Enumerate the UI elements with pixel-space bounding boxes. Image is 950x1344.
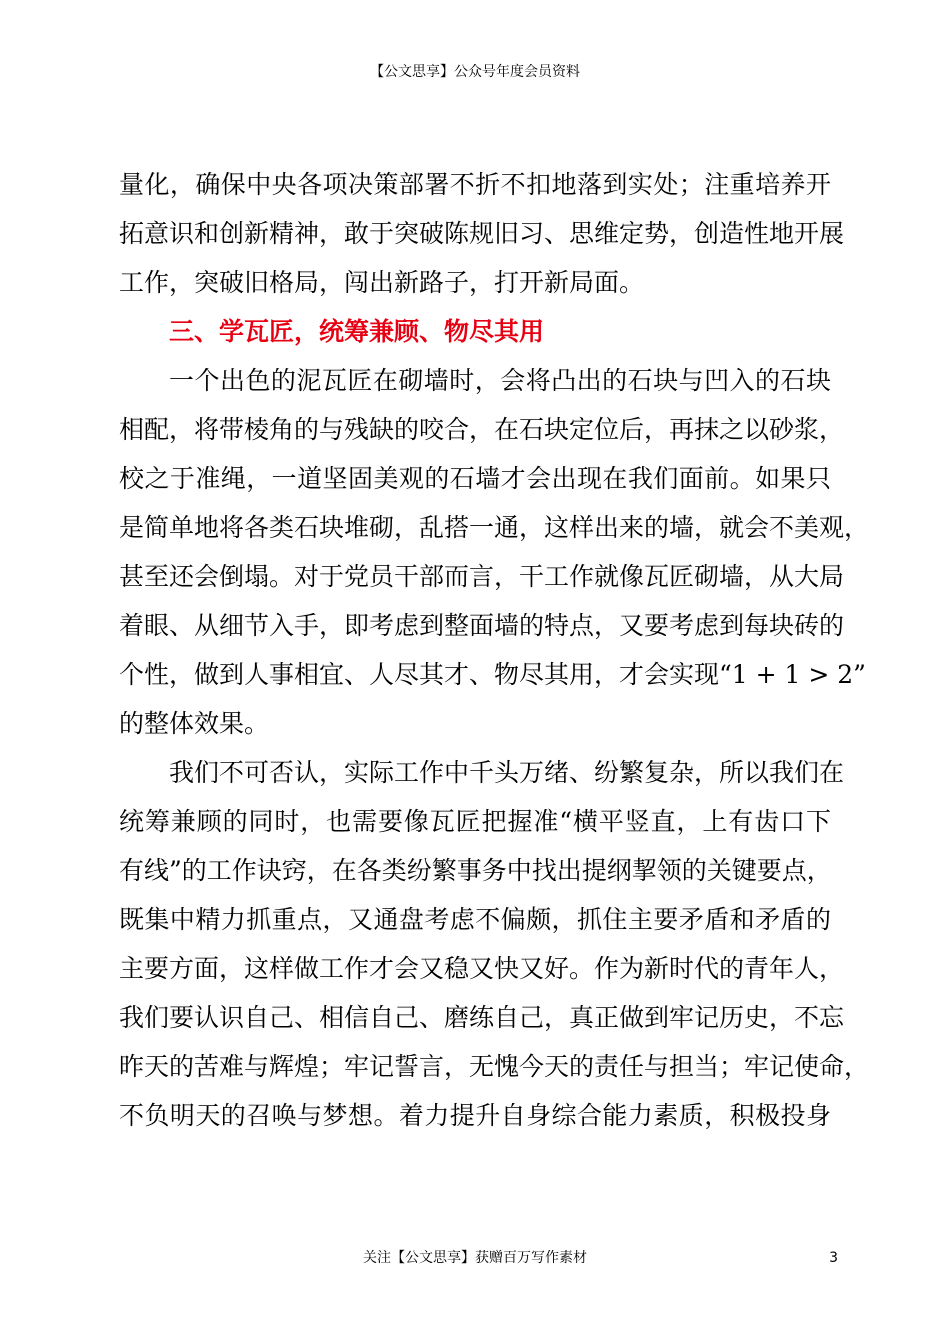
text-line: 着眼、从细节入手，即考虑到整面墙的特点，又要考虑到每块砖的 [119,611,845,640]
document-body [119,160,870,1140]
text-line: 量化，确保中央各项决策部署不折不扣地落到实处；注重培养开 [119,170,831,199]
text-line: 拓意识和创新精神，敢于突破陈规旧习、思维定势，创造性地开展 [119,219,845,248]
text-line: 有线”的工作诀窍，在各类纷繁事务中找出提纲挈领的关键要点， [119,856,832,885]
text-line: 主要方面，这样做工作才会又稳又快又好。作为新时代的青年人， [119,954,845,983]
text-line: 我们要认识自己、相信自己、磨练自己，真正做到牢记历史，不忘 [119,1003,845,1032]
text-line: 既集中精力抓重点，又通盘考虑不偏颇，抓住主要矛盾和矛盾的 [119,905,831,934]
text-line: 甚至还会倒塌。对于党员干部而言，干工作就像瓦匠砌墙，从大局 [119,562,845,591]
paragraph-3 [119,748,870,1140]
page-footer: 关注【公文思享】获赠百万写作素材 [363,1250,587,1266]
page-number: 3 [829,1250,838,1266]
text-line: 的整体效果。 [119,709,270,738]
text-line: 校之于准绳，一道坚固美观的石墙才会出现在我们面前。如果只 [119,464,831,493]
text-line: 统筹兼顾的同时，也需要像瓦匠把握准“横平竖直，上有齿口下 [119,807,831,836]
text-line: 个性，做到人事相宜、人尽其才、物尽其用，才会实现“1 + 1 > 2” [119,660,866,689]
text-line: 昨天的苦难与辉煌；牢记誓言，无愧今天的责任与担当；牢记使命， [119,1052,870,1081]
text-line: 不负明天的召唤与梦想。着力提升自身综合能力素质，积极投身 [119,1101,831,1130]
section-heading: 三、学瓦匠，统筹兼顾、物尽其用 [169,317,545,346]
page-header: 【公文思享】公众号年度会员资料 [370,64,580,80]
paragraph-2 [119,356,870,748]
text-line: 是简单地将各类石块堆砌，乱搭一通，这样出来的墙，就会不美观， [119,513,870,542]
text-line: 相配，将带棱角的与残缺的咬合，在石块定位后，再抹之以砂浆， [119,415,845,444]
paragraph-1 [119,160,845,307]
text-line: 一个出色的泥瓦匠在砌墙时，会将凸出的石块与凹入的石块 [169,366,831,395]
text-line: 我们不可否认，实际工作中千头万绪、纷繁复杂，所以我们在 [169,758,845,787]
text-line: 工作，突破旧格局，闯出新路子，打开新局面。 [119,268,645,297]
